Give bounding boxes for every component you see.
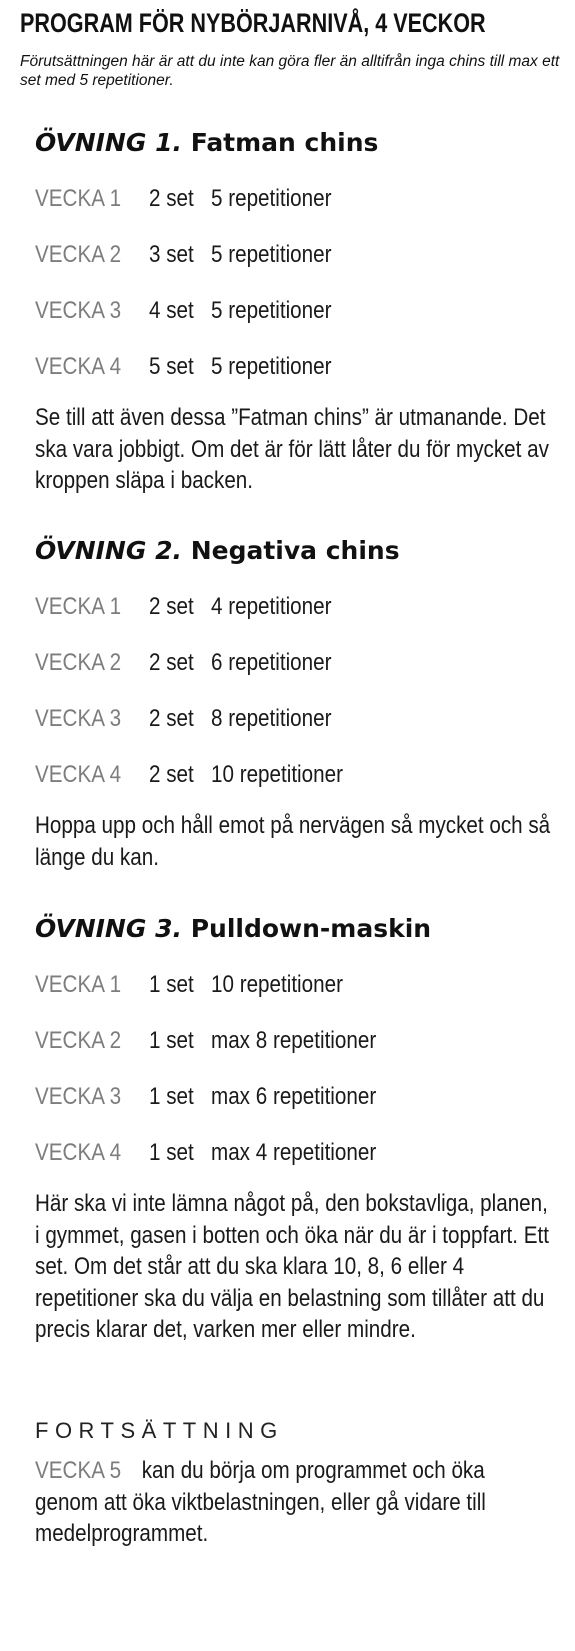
reps-value: 6 repetitioner [211, 649, 332, 676]
exercise-2-number: ÖVNING 2. [35, 536, 182, 565]
schedule-row [35, 352, 565, 408]
exercise-1-description: Se till att även dessa ”Fatman chins” är utmanande. Det ska vara jobbigt. Om det är för lätt låter du för mycket av kroppen släpa i backen. [35, 404, 549, 494]
intro-text: Förutsättningen här är att du inte kan göra fler än alltifrån inga chins till max ett set med 5 repetitioner. [20, 53, 560, 89]
week-label: VECKA 1 [35, 593, 122, 620]
reps-value: 5 repetitioner [211, 353, 332, 380]
sets-value: 4 set [149, 297, 194, 324]
schedule-row [35, 648, 565, 704]
page-title: PROGRAM FÖR NYBÖRJARNIVÅ, 4 VECKOR [20, 8, 486, 38]
week-label: VECKA 2 [35, 649, 122, 676]
reps-value: 4 repetitioner [211, 593, 332, 620]
week-label: VECKA 1 [35, 185, 122, 212]
schedule-row [35, 592, 565, 648]
reps-value: 5 repetitioner [211, 185, 332, 212]
reps-value: 8 repetitioner [211, 705, 332, 732]
exercise-1-schedule [35, 184, 565, 408]
week-label: VECKA 2 [35, 241, 122, 268]
exercise-1-name: Fatman chins [190, 128, 379, 157]
sets-value: 2 set [149, 761, 194, 788]
week-label: VECKA 2 [35, 1027, 122, 1054]
reps-value: max 8 repetitioner [211, 1027, 377, 1054]
exercise-3-description: Här ska vi inte lämna något på, den bokstavliga, planen, i gymmet, gasen i botten och öka när du är i toppfart. Ett set. Om det står att du ska klara 10, 8, 6 eller 4 repetitioner ska du välja en belastning som tillåter att du precis klarar det, varken mer eller mindre. [35, 1190, 549, 1343]
sets-value: 1 set [149, 971, 194, 998]
exercise-2-section [35, 536, 565, 873]
sets-value: 3 set [149, 241, 194, 268]
week-label: VECKA 4 [35, 353, 122, 380]
exercise-1-number: ÖVNING 1. [35, 128, 182, 157]
schedule-row [35, 704, 565, 760]
exercise-3-name: Pulldown-maskin [190, 914, 432, 943]
schedule-row [35, 240, 565, 296]
schedule-row [35, 184, 565, 240]
week-label: VECKA 3 [35, 1083, 122, 1110]
sets-value: 2 set [149, 185, 194, 212]
schedule-row [35, 970, 565, 1026]
exercise-1-section [35, 128, 565, 497]
sets-value: 2 set [149, 705, 194, 732]
week-label: VECKA 3 [35, 297, 122, 324]
schedule-row [35, 1138, 565, 1194]
reps-value: 5 repetitioner [211, 241, 332, 268]
exercise-3-title [35, 914, 565, 944]
sets-value: 2 set [149, 649, 194, 676]
reps-value: 10 repetitioner [211, 971, 343, 998]
schedule-row [35, 1026, 565, 1082]
week-label: VECKA 3 [35, 705, 122, 732]
week-label: VECKA 4 [35, 1139, 122, 1166]
sets-value: 5 set [149, 353, 194, 380]
exercise-3-number: ÖVNING 3. [35, 914, 182, 943]
sets-value: 1 set [149, 1027, 194, 1054]
week-label: VECKA 1 [35, 971, 122, 998]
continuation-week-label: VECKA 5 [35, 1457, 122, 1484]
exercise-2-title [35, 536, 565, 566]
reps-value: 10 repetitioner [211, 761, 343, 788]
exercise-3-section [35, 914, 565, 1346]
continuation-text [35, 1455, 551, 1550]
schedule-row [35, 760, 565, 816]
reps-value: 5 repetitioner [211, 297, 332, 324]
sets-value: 1 set [149, 1083, 194, 1110]
continuation-heading: FORTSÄTTNING [35, 1418, 284, 1443]
continuation-body: kan du börja om programmet och öka genom att öka viktbelastningen, eller gå vidare till medelprogrammet. [35, 1457, 486, 1547]
exercise-2-description: Hoppa upp och håll emot på nervägen så mycket och så länge du kan. [35, 812, 551, 871]
exercise-2-name: Negativa chins [190, 536, 400, 565]
sets-value: 1 set [149, 1139, 194, 1166]
week-label: VECKA 4 [35, 761, 122, 788]
exercise-1-title [35, 128, 565, 158]
sets-value: 2 set [149, 593, 194, 620]
schedule-row [35, 1082, 565, 1138]
exercise-2-schedule [35, 592, 565, 816]
exercise-3-schedule [35, 970, 565, 1194]
reps-value: max 4 repetitioner [211, 1139, 377, 1166]
reps-value: max 6 repetitioner [211, 1083, 377, 1110]
schedule-row [35, 296, 565, 352]
